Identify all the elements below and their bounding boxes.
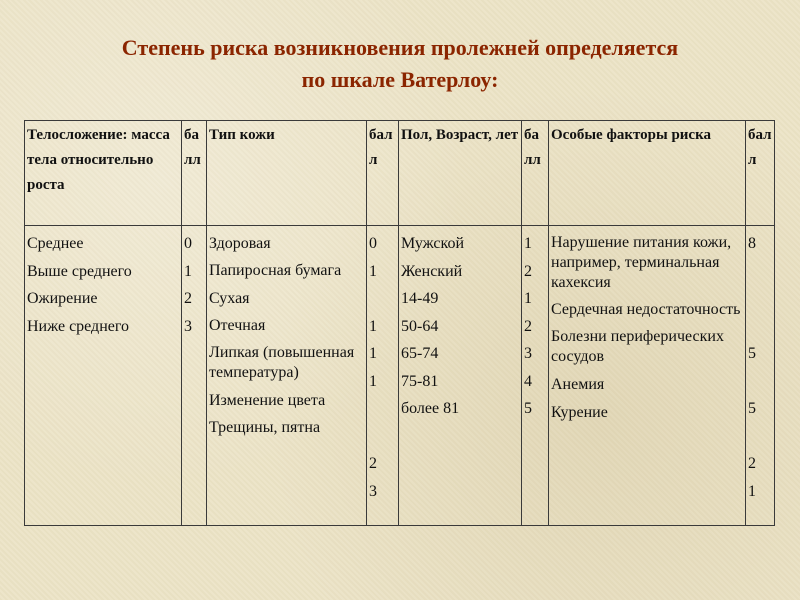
- spacer: [748, 285, 773, 313]
- score-value: 8: [748, 235, 756, 252]
- score-value: 1: [369, 317, 377, 335]
- header-special-factors: Особые факторы риска: [549, 121, 746, 226]
- list-item: Мужской: [401, 235, 465, 252]
- spacer: [748, 423, 773, 451]
- spacer: [369, 423, 397, 451]
- header-skin-type: Тип кожи: [207, 121, 367, 226]
- skin-type-cell: [207, 226, 367, 526]
- header-score-body-build: балл: [182, 121, 207, 226]
- score-value: 4: [524, 372, 532, 390]
- score-value: 1: [524, 290, 532, 307]
- list-item: Ожирение: [27, 290, 98, 307]
- list-item: Выше среднего: [27, 262, 132, 280]
- score-value: 2: [184, 290, 192, 307]
- spacer: [748, 368, 773, 396]
- score-value: 1: [184, 262, 192, 280]
- spacer: [748, 313, 773, 341]
- score-value: 0: [184, 235, 192, 252]
- score-value: 1: [369, 262, 377, 280]
- score-value: 3: [184, 317, 192, 335]
- score-value: 2: [369, 455, 377, 472]
- list-item: Женский: [401, 262, 463, 280]
- list-item: Трещины, пятна: [209, 419, 321, 436]
- score-value: 1: [369, 345, 377, 362]
- spacer: [748, 258, 773, 286]
- body-build-cell: [25, 226, 182, 526]
- list-item: Ниже среднего: [27, 317, 130, 335]
- page-title-line-1: Степень риска возникновения пролежней определяется: [121, 35, 679, 60]
- list-item: Среднее: [27, 235, 84, 252]
- score-value: 3: [524, 345, 532, 362]
- list-item: Анемия: [551, 376, 605, 393]
- waterlow-scale-table: [24, 120, 775, 526]
- list-item: 14-49: [401, 290, 439, 307]
- score-value: 5: [748, 400, 756, 417]
- header-sex-age: Пол, Возраст, лет: [399, 121, 522, 226]
- spacer: [369, 285, 397, 313]
- score-value: 1: [369, 372, 377, 390]
- special-factors-cell: [549, 226, 746, 526]
- header-score-skin-type: балл: [367, 121, 399, 226]
- page-title: [0, 32, 800, 96]
- page-title-line-2: по шкале Ватерлоу:: [301, 67, 499, 92]
- list-item: 65-74: [401, 345, 439, 362]
- list-item: Отечная: [209, 317, 266, 334]
- table-header-row: [25, 121, 775, 226]
- sex-age-score-cell: [522, 226, 549, 526]
- score-value: 3: [369, 482, 377, 500]
- header-score-special-factors: балл: [746, 121, 775, 226]
- score-value: 2: [524, 262, 532, 280]
- list-item: 50-64: [401, 317, 439, 335]
- sex-age-cell: [399, 226, 522, 526]
- list-item: Изменение цвета: [209, 391, 326, 409]
- skin-type-score-cell: [367, 226, 399, 526]
- list-item: Нарушение питания кожи, например, терминальная кахексия: [551, 234, 732, 291]
- list-item: Здоровая: [209, 235, 271, 252]
- spacer: [369, 395, 397, 423]
- list-item: Болезни периферических сосудов: [551, 328, 724, 365]
- score-value: 5: [748, 345, 756, 362]
- list-item: Курение: [551, 403, 608, 421]
- list-item: Липкая (повышенная температура): [209, 343, 355, 381]
- list-item: 75-81: [401, 372, 439, 390]
- score-value: 1: [524, 235, 532, 252]
- score-value: 5: [524, 400, 532, 417]
- list-item: более 81: [401, 400, 460, 417]
- body-build-score-cell: [182, 226, 207, 526]
- score-value: 1: [748, 482, 756, 500]
- table-row: [25, 226, 775, 526]
- header-score-sex-age: балл: [522, 121, 549, 226]
- header-body-build: Телосложение: масса тела относительно роста: [25, 121, 182, 226]
- special-factors-score-cell: [746, 226, 775, 526]
- score-value: 2: [748, 455, 756, 472]
- score-value: 2: [524, 317, 532, 335]
- score-value: 0: [369, 235, 377, 252]
- list-item: Сердечная недостаточность: [551, 301, 741, 318]
- list-item: Сухая: [209, 289, 250, 307]
- list-item: Папиросная бумага: [209, 261, 342, 279]
